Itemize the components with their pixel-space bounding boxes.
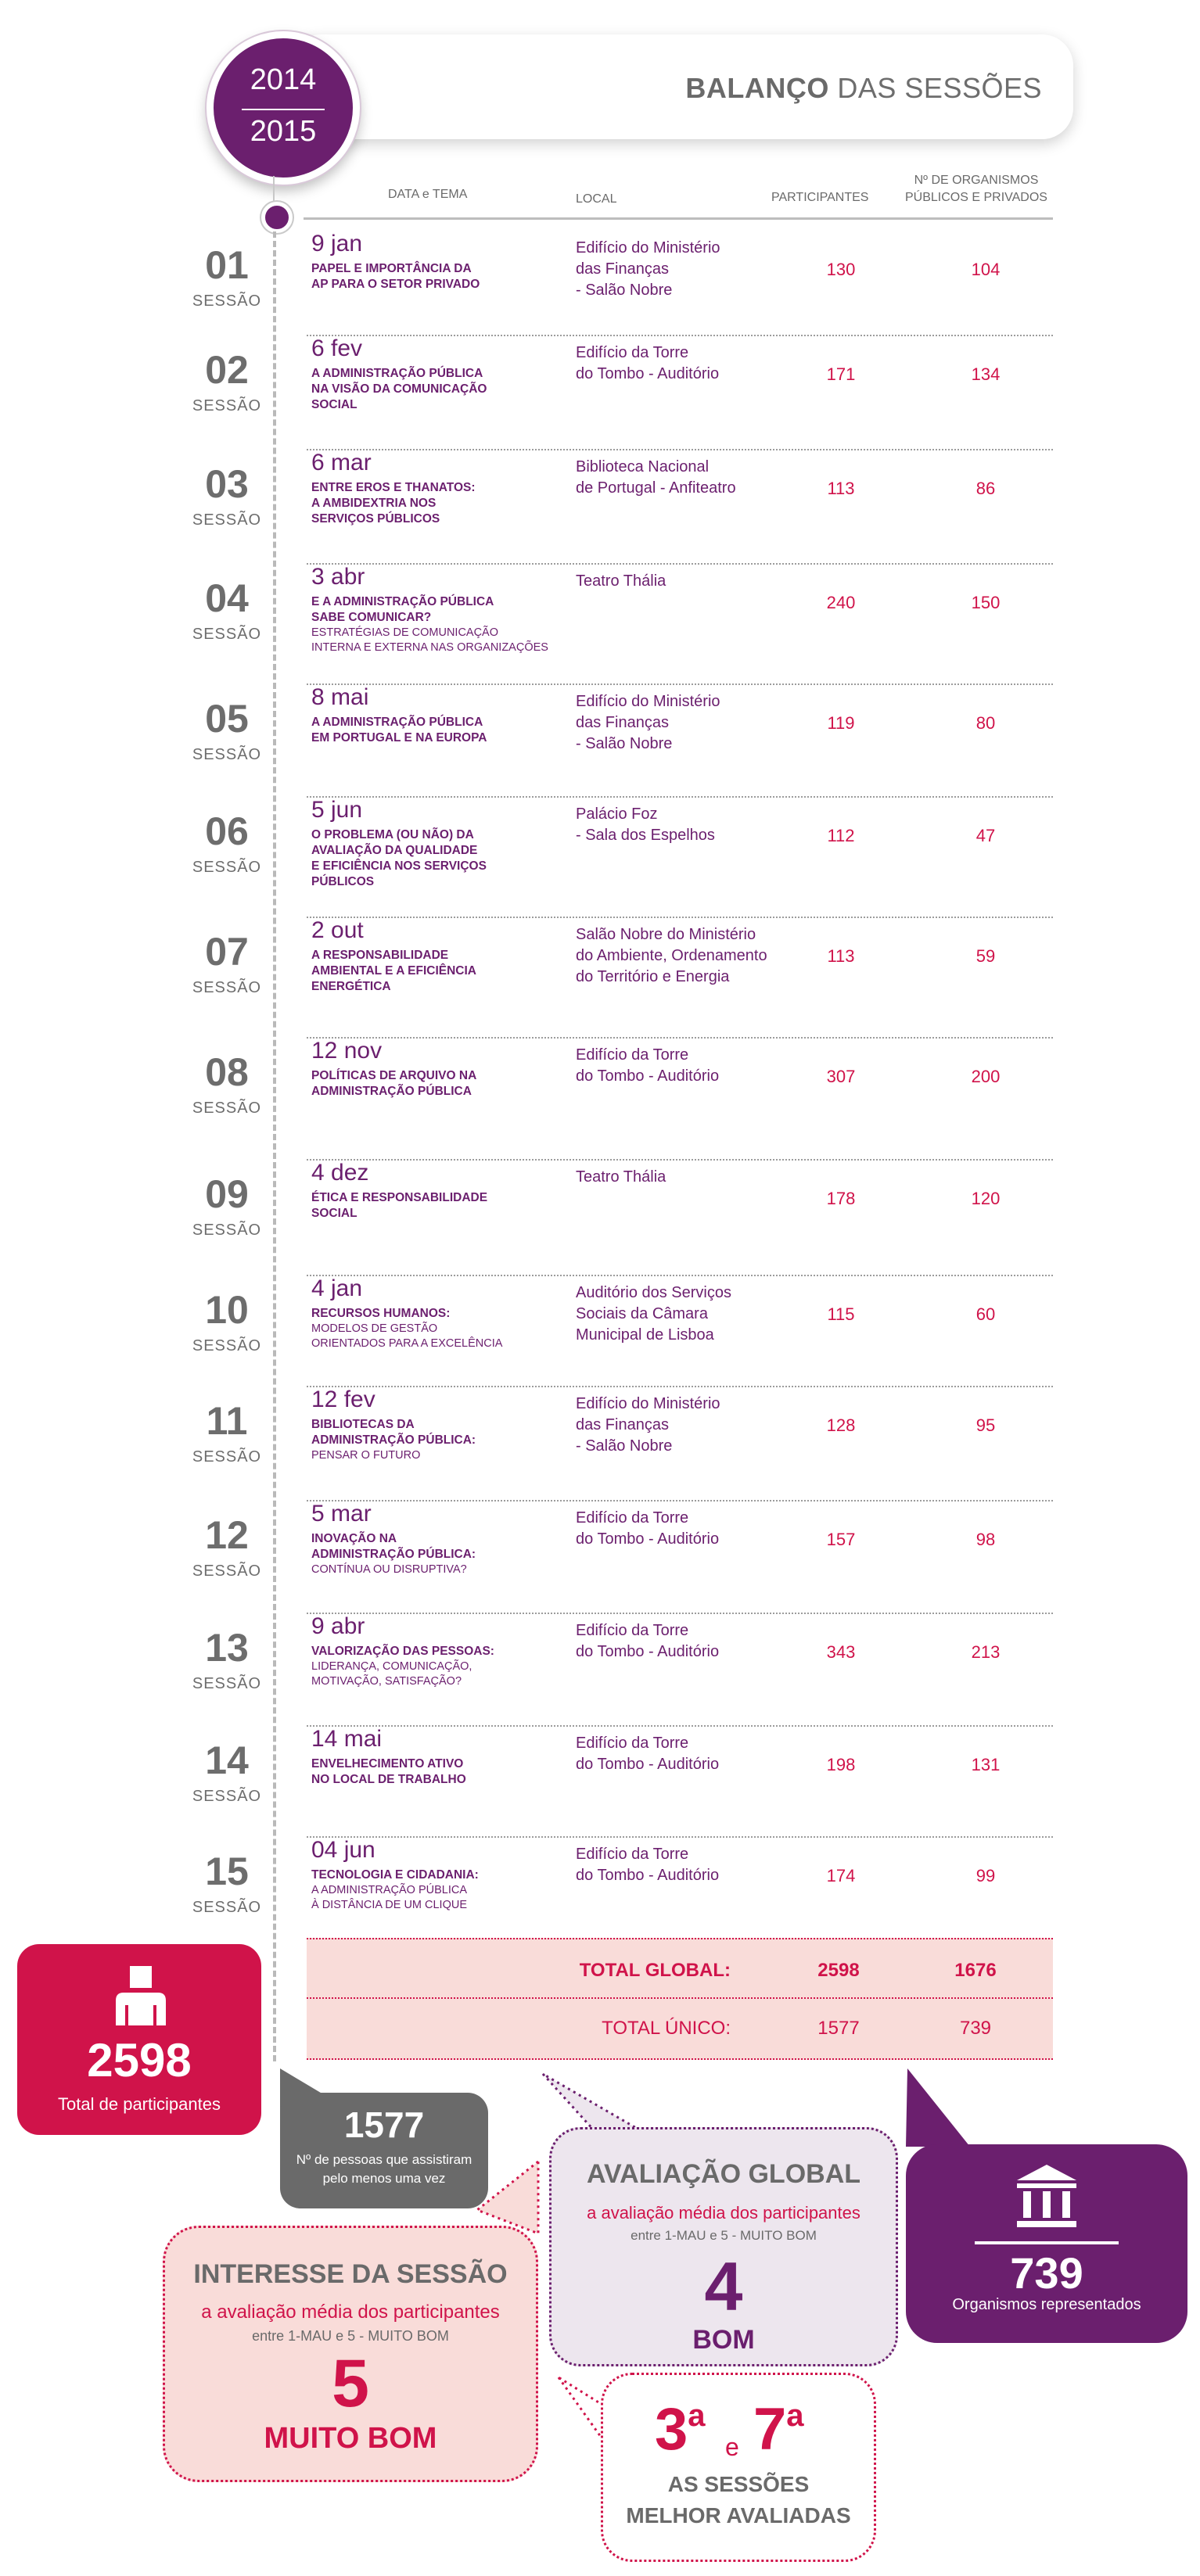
session-organisms: 131 — [971, 1755, 1001, 1774]
session-number: 15 — [205, 1849, 249, 1893]
total-global-participants: 2598 — [817, 1960, 860, 1981]
session-date: 5 mar — [311, 1501, 372, 1527]
session-theme-title: A ADMINISTRAÇÃO PÚBLICA NA VISÃO DA COMUNICAÇÃO SOCIAL — [311, 367, 487, 411]
session-theme-subtitle: A ADMINISTRAÇÃO PÚBLICA À DISTÂNCIA DE UM CLIQUE — [311, 1884, 468, 1911]
global-evaluation-subtitle: a avaliação média dos participantes — [587, 2203, 860, 2223]
session-organisms: 134 — [971, 364, 1001, 384]
session-theme-title: INOVAÇÃO NA ADMINISTRAÇÃO PÚBLICA: — [311, 1532, 476, 1561]
purple-bubble-tail — [906, 2068, 970, 2147]
session-theme-title: TECNOLOGIA E CIDADANIA: — [311, 1868, 479, 1882]
session-number: 06 — [205, 809, 249, 853]
session-local: Edifício da Torre do Tombo - Auditório — [576, 344, 720, 382]
session-theme — [311, 480, 569, 527]
session-local: Edifício da Torre do Tombo - Auditório — [576, 1509, 720, 1548]
global-evaluation-scale: entre 1-MAU e 5 - MUITO BOM — [631, 2228, 817, 2243]
unique-people-callout — [280, 2093, 488, 2208]
session-organisms: 80 — [975, 713, 996, 733]
session-date: 04 jun — [311, 1837, 375, 1863]
session-label: SESSÃO — [192, 859, 262, 876]
session-number: 14 — [205, 1738, 249, 1782]
session-label: SESSÃO — [192, 1337, 262, 1354]
session-date: 8 mai — [311, 684, 369, 710]
year-start: 2014 — [250, 63, 317, 96]
session-label: SESSÃO — [192, 1562, 262, 1580]
total-participants-value: 2598 — [87, 2034, 192, 2086]
session-number: 11 — [206, 1399, 248, 1443]
session-interest-score: 5 — [332, 2346, 369, 2421]
best-sessions-line2: MELHOR AVALIADAS — [626, 2503, 851, 2528]
session-participants: 113 — [827, 479, 855, 498]
session-organisms: 213 — [971, 1642, 1001, 1662]
session-number: 04 — [205, 576, 249, 620]
session-theme — [311, 1531, 569, 1577]
session-organisms: 47 — [975, 826, 996, 845]
total-global-label: TOTAL GLOBAL: — [579, 1960, 731, 1981]
header-rule — [304, 217, 1053, 220]
session-participants: 119 — [827, 713, 855, 733]
best-session-second: 7$^a$ — [753, 2396, 804, 2463]
session-theme-title: VALORIZAÇÃO DAS PESSOAS: — [311, 1645, 494, 1658]
session-label: SESSÃO — [192, 397, 262, 414]
session-interest-callout — [163, 2226, 538, 2482]
best-sessions-conjunction: e — [725, 2433, 739, 2461]
global-evaluation-title: AVALIAÇÃO GLOBAL — [586, 2159, 861, 2189]
session-local: Edifício da Torre do Tombo - Auditório — [576, 1622, 720, 1660]
session-theme-subtitle: MODELOS DE GESTÃO ORIENTADOS PARA A EXCELÊNCIA — [311, 1322, 503, 1350]
total-unique-organisms: 739 — [959, 2018, 992, 2039]
session-date: 3 abr — [311, 564, 365, 590]
session-participants: 128 — [826, 1415, 856, 1435]
session-interest-scale: entre 1-MAU e 5 - MUITO BOM — [252, 2328, 449, 2344]
session-label: SESSÃO — [192, 292, 262, 310]
session-participants: 157 — [826, 1530, 856, 1549]
session-theme — [311, 948, 569, 995]
session-theme — [311, 1867, 569, 1913]
session-date: 9 jan — [311, 231, 363, 257]
session-date: 4 dez — [311, 1160, 369, 1186]
session-theme-title: BIBLIOTECAS DA ADMINISTRAÇÃO PÚBLICA: — [311, 1418, 476, 1447]
person-icon — [111, 1966, 171, 2025]
session-label: SESSÃO — [192, 511, 262, 529]
session-theme — [311, 1068, 569, 1100]
column-header-organisms — [898, 172, 1054, 206]
session-theme — [311, 594, 569, 655]
unique-people-value: 1577 — [343, 2104, 425, 2145]
session-date: 6 mar — [311, 450, 372, 475]
session-participants: 115 — [827, 1304, 855, 1324]
best-session-first: 3$^a$ — [655, 2396, 706, 2463]
session-number: 07 — [205, 930, 249, 974]
column-header-organisms-l1: Nº DE ORGANISMOS — [914, 174, 1039, 187]
session-date: 9 abr — [311, 1613, 365, 1639]
session-number: 10 — [205, 1288, 249, 1332]
session-organisms: 86 — [975, 479, 996, 498]
session-organisms: 98 — [975, 1530, 996, 1549]
session-organisms: 104 — [971, 260, 1001, 279]
column-header-date-theme: DATA e TEMA — [388, 188, 468, 201]
page-title: BALANÇO DAS SESSÕES — [685, 72, 1042, 104]
session-date: 12 nov — [311, 1038, 383, 1064]
session-participants: 240 — [826, 593, 856, 612]
global-evaluation-score: 4 — [704, 2248, 743, 2325]
session-theme-title: PAPEL E IMPORTÂNCIA DA AP PARA O SETOR PRIVADO — [311, 262, 480, 291]
session-theme-subtitle: CONTÍNUA OU DISRUPTIVA? — [311, 1563, 467, 1576]
session-organisms: 59 — [975, 946, 996, 966]
session-local: Edifício do Ministério das Finanças - Salão Nobre — [576, 239, 720, 299]
session-local: Biblioteca Nacional de Portugal - Anfiteatro — [576, 458, 736, 497]
session-participants: 112 — [827, 826, 855, 845]
session-label: SESSÃO — [192, 1675, 262, 1692]
session-date: 12 fev — [311, 1387, 375, 1412]
session-label: SESSÃO — [192, 746, 262, 763]
total-participants-label: Total de participantes — [58, 2094, 221, 2114]
session-interest-subtitle: a avaliação média dos participantes — [201, 2302, 500, 2323]
session-theme-title: ENTRE EROS E THANATOS: A AMBIDEXTRIA NOS SERVIÇOS PÚBLICOS — [311, 481, 476, 526]
column-header-local: LOCAL — [576, 192, 617, 206]
session-local: Edifício do Ministério das Finanças - Salão Nobre — [576, 1395, 720, 1455]
session-participants: 171 — [826, 364, 856, 384]
session-local: Palácio Foz - Sala dos Espelhos — [576, 805, 715, 844]
header-bar — [289, 34, 1073, 139]
year-end: 2015 — [250, 115, 317, 148]
session-theme — [311, 827, 569, 890]
total-participants-callout — [17, 1944, 261, 2135]
session-label: SESSÃO — [192, 1100, 262, 1117]
session-number: 12 — [205, 1513, 249, 1557]
session-participants: 178 — [826, 1189, 856, 1208]
session-organisms: 120 — [971, 1189, 1001, 1208]
session-label: SESSÃO — [192, 979, 262, 996]
organisms-callout — [906, 2144, 1187, 2343]
session-theme — [311, 1306, 569, 1351]
session-row — [188, 336, 1053, 450]
session-local: Teatro Thália — [576, 1168, 666, 1186]
session-row — [188, 1614, 1053, 1727]
session-organisms: 60 — [975, 1304, 996, 1324]
best-sessions-line1: AS SESSÕES — [667, 2472, 810, 2496]
session-theme-title: E A ADMINISTRAÇÃO PÚBLICA SABE COMUNICAR? — [311, 595, 494, 624]
session-date: 2 out — [311, 917, 364, 943]
session-row — [188, 450, 1053, 565]
session-theme-subtitle: ESTRATÉGIAS DE COMUNICAÇÃO INTERNA E EXTERNA NAS ORGANIZAÇÕES — [311, 626, 548, 654]
session-local: Edifício da Torre do Tombo - Auditório — [576, 1846, 720, 1884]
total-unique-label: TOTAL ÚNICO: — [602, 2018, 731, 2039]
session-organisms: 99 — [975, 1866, 996, 1885]
session-theme — [311, 715, 569, 746]
session-label: SESSÃO — [192, 1448, 262, 1466]
session-interest-word: MUITO BOM — [264, 2422, 437, 2455]
column-header-organisms-l2: PÚBLICOS E PRIVADOS — [905, 191, 1047, 204]
total-unique-participants: 1577 — [817, 2018, 860, 2039]
session-number: 08 — [205, 1050, 249, 1094]
session-theme — [311, 366, 569, 413]
session-number: 13 — [205, 1626, 249, 1670]
session-organisms: 200 — [971, 1067, 1001, 1086]
session-local: Edifício da Torre do Tombo - Auditório — [576, 1046, 720, 1085]
lilac-bubble-tail — [543, 2074, 641, 2131]
best-sessions-callout — [601, 2373, 876, 2562]
session-participants: 198 — [826, 1755, 856, 1774]
session-label: SESSÃO — [192, 1788, 262, 1805]
session-date: 4 jan — [311, 1275, 363, 1301]
session-local: Teatro Thália — [576, 572, 666, 590]
session-organisms: 95 — [975, 1415, 996, 1435]
session-local: Auditório dos Serviços Sociais da Câmara Municipal de Lisboa — [576, 1284, 731, 1344]
session-row — [188, 231, 1053, 336]
session-theme-title: O PROBLEMA (OU NÃO) DA AVALIAÇÃO DA QUALIDADE E EFICIÊNCIA NOS SERVIÇOS PÚBLICOS — [311, 828, 487, 888]
session-theme-title: A ADMINISTRAÇÃO PÚBLICA EM PORTUGAL E NA EUROPA — [311, 716, 487, 744]
session-organisms: 150 — [971, 593, 1001, 612]
session-participants: 343 — [826, 1642, 856, 1662]
session-row — [188, 798, 1053, 918]
session-date: 14 mai — [311, 1726, 383, 1752]
session-label: SESSÃO — [192, 1899, 262, 1916]
session-row — [188, 1276, 1053, 1387]
session-row — [188, 1039, 1053, 1161]
session-theme-title: A RESPONSABILIDADE AMBIENTAL E A EFICIÊNCIA ENERGÉTICA — [311, 949, 476, 993]
unique-people-label: Nº de pessoas que assistiram pelo menos uma vez — [296, 2152, 472, 2186]
session-row — [188, 685, 1053, 798]
session-date: 6 fev — [311, 335, 363, 361]
session-local: Edifício da Torre do Tombo - Auditório — [576, 1735, 720, 1773]
session-theme — [311, 261, 569, 292]
session-interest-title: INTERESSE DA SESSÃO — [193, 2259, 508, 2289]
session-number: 09 — [205, 1172, 249, 1216]
global-evaluation-callout — [549, 2127, 898, 2366]
session-row — [188, 1501, 1053, 1614]
session-row — [188, 1161, 1053, 1276]
session-local: Edifício do Ministério das Finanças - Salão Nobre — [576, 693, 720, 752]
global-evaluation-word: BOM — [692, 2325, 755, 2355]
session-local: Salão Nobre do Ministério do Ambiente, Ordenamento do Território e Energia — [576, 926, 767, 985]
session-row — [188, 1387, 1053, 1501]
session-row — [188, 918, 1053, 1039]
session-number: 01 — [205, 243, 249, 287]
session-row — [188, 1727, 1053, 1838]
session-participants: 174 — [826, 1866, 856, 1885]
session-row — [188, 565, 1053, 685]
session-theme — [311, 1756, 569, 1788]
institution-icon — [1015, 2165, 1078, 2230]
year-badge — [207, 31, 360, 185]
session-participants: 130 — [826, 260, 856, 279]
session-number: 03 — [205, 462, 249, 506]
column-header-participants: PARTICIPANTES — [771, 191, 869, 204]
session-label: SESSÃO — [192, 626, 262, 643]
session-theme-title: ENVELHECIMENTO ATIVO NO LOCAL DE TRABALHO — [311, 1757, 466, 1786]
session-date: 5 jun — [311, 797, 363, 823]
session-theme-title: POLÍTICAS DE ARQUIVO NA ADMINISTRAÇÃO PÚBLICA — [311, 1069, 477, 1098]
total-global-organisms: 1676 — [954, 1960, 997, 1981]
session-number: 02 — [205, 348, 249, 392]
organisms-value: 739 — [1010, 2248, 1083, 2298]
organisms-label: Organismos representados — [952, 2296, 1141, 2313]
session-number: 05 — [205, 697, 249, 741]
session-theme — [311, 1417, 569, 1463]
timeline-dot — [261, 202, 293, 233]
session-theme-subtitle: PENSAR O FUTURO — [311, 1449, 421, 1462]
year-divider — [242, 109, 325, 110]
session-theme-title: RECURSOS HUMANOS: — [311, 1307, 451, 1320]
organisms-divider — [975, 2241, 1119, 2244]
session-theme-title: ÉTICA E RESPONSABILIDADE SOCIAL — [311, 1191, 488, 1220]
session-participants: 113 — [827, 946, 855, 966]
session-theme — [311, 1644, 569, 1689]
session-label: SESSÃO — [192, 1222, 262, 1239]
session-participants: 307 — [826, 1067, 856, 1086]
session-theme — [311, 1190, 569, 1222]
session-theme-subtitle: LIDERANÇA, COMUNICAÇÃO, MOTIVAÇÃO, SATISFAÇÃO? — [311, 1660, 472, 1688]
